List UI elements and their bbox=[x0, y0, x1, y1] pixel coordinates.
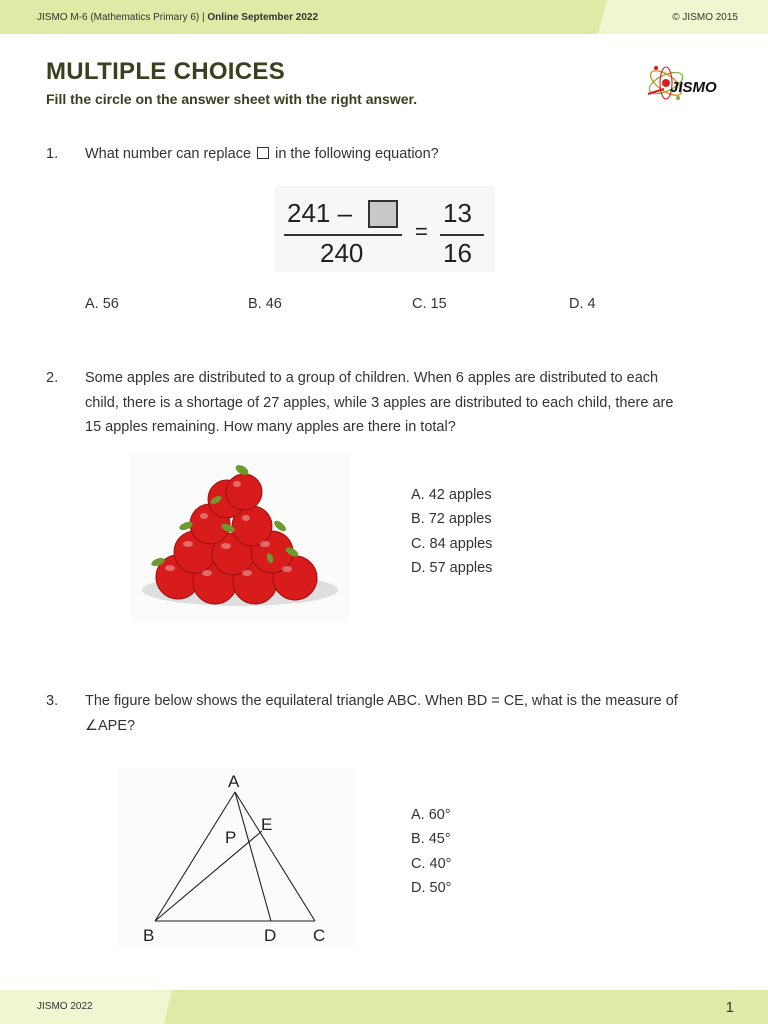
equation-left-numerator-text: 241 – bbox=[287, 198, 353, 228]
q3-option-a: A. 60° bbox=[411, 807, 451, 823]
q3-option-b: B. 45° bbox=[411, 831, 451, 848]
question-2-line-2: child, there is a shortage of 27 apples, while 3 apples are distributed to each child, there are bbox=[85, 394, 674, 411]
q2-option-b: B. 72 apples bbox=[411, 511, 492, 528]
q2-option-c: C. 84 apples bbox=[411, 535, 493, 552]
q1-option-b: B. 46 bbox=[248, 296, 282, 312]
question-1-text-before: What number can replace bbox=[85, 146, 252, 162]
equation-right-fraction-bar bbox=[440, 234, 484, 236]
equation-left-fraction-bar bbox=[284, 234, 402, 236]
question-2-line-3: 15 apples remaining. How many apples are there in total? bbox=[85, 419, 456, 435]
question-1-text-after: in the following equation? bbox=[275, 146, 439, 162]
question-2-text bbox=[85, 366, 725, 440]
equation-left-denominator: 240 bbox=[320, 238, 364, 268]
question-1-text bbox=[85, 142, 439, 167]
q1-option-a: A. 56 bbox=[85, 296, 119, 312]
header-exam-name: JISMO M-6 (Mathematics Primary 6) | bbox=[37, 12, 208, 23]
label-b: B bbox=[143, 926, 155, 945]
question-3-number: 3. bbox=[46, 693, 59, 709]
page-number: 1 bbox=[725, 999, 734, 1016]
header-exam-session: Online September 2022 bbox=[207, 12, 319, 23]
question-3-line-1: The figure below shows the equilateral triangle ABC. When BD = CE, what is the measure of bbox=[85, 693, 678, 709]
equation-right-denominator: 16 bbox=[443, 238, 472, 268]
equation-box bbox=[275, 186, 495, 272]
q3-options bbox=[411, 803, 451, 900]
label-a: A bbox=[228, 772, 240, 791]
page-title: MULTIPLE CHOICES bbox=[46, 58, 286, 85]
q1-option-d: D. 4 bbox=[569, 296, 596, 312]
q3-option-d: D. 50° bbox=[411, 879, 452, 896]
q2-option-a: A. 42 apples bbox=[411, 487, 492, 503]
triangle-figure bbox=[118, 768, 356, 948]
equation-blank-box bbox=[368, 200, 398, 228]
q3-option-c: C. 40° bbox=[411, 855, 452, 872]
q2-options bbox=[411, 483, 492, 580]
label-e: E bbox=[261, 815, 273, 834]
equation-right-numerator: 13 bbox=[443, 198, 472, 228]
label-c: C bbox=[313, 926, 326, 945]
logo-text: JISMO bbox=[670, 79, 717, 96]
label-p: P bbox=[225, 828, 237, 847]
page-subtitle: Fill the circle on the answer sheet with the right answer. bbox=[46, 91, 418, 107]
question-1-number: 1. bbox=[46, 146, 59, 162]
question-3-line-2: ∠APE? bbox=[85, 717, 136, 734]
label-d: D bbox=[264, 926, 277, 945]
q1-option-c: C. 15 bbox=[412, 296, 447, 312]
question-3-text bbox=[85, 689, 725, 738]
jismo-logo bbox=[644, 60, 740, 106]
equation-equals: = bbox=[415, 219, 428, 244]
question-2-line-1: Some apples are distributed to a group of children. When 6 apples are distributed to each bbox=[85, 370, 659, 386]
footer-label: JISMO 2022 bbox=[37, 1001, 93, 1012]
question-2-number: 2. bbox=[46, 370, 59, 386]
apple-pile-image bbox=[130, 452, 350, 622]
equation-left-numerator bbox=[287, 198, 352, 229]
blank-box-icon bbox=[257, 147, 269, 159]
header-exam-info bbox=[37, 12, 318, 23]
q2-option-d: D. 57 apples bbox=[411, 559, 493, 576]
header-copyright: © JISMO 2015 bbox=[672, 12, 738, 23]
